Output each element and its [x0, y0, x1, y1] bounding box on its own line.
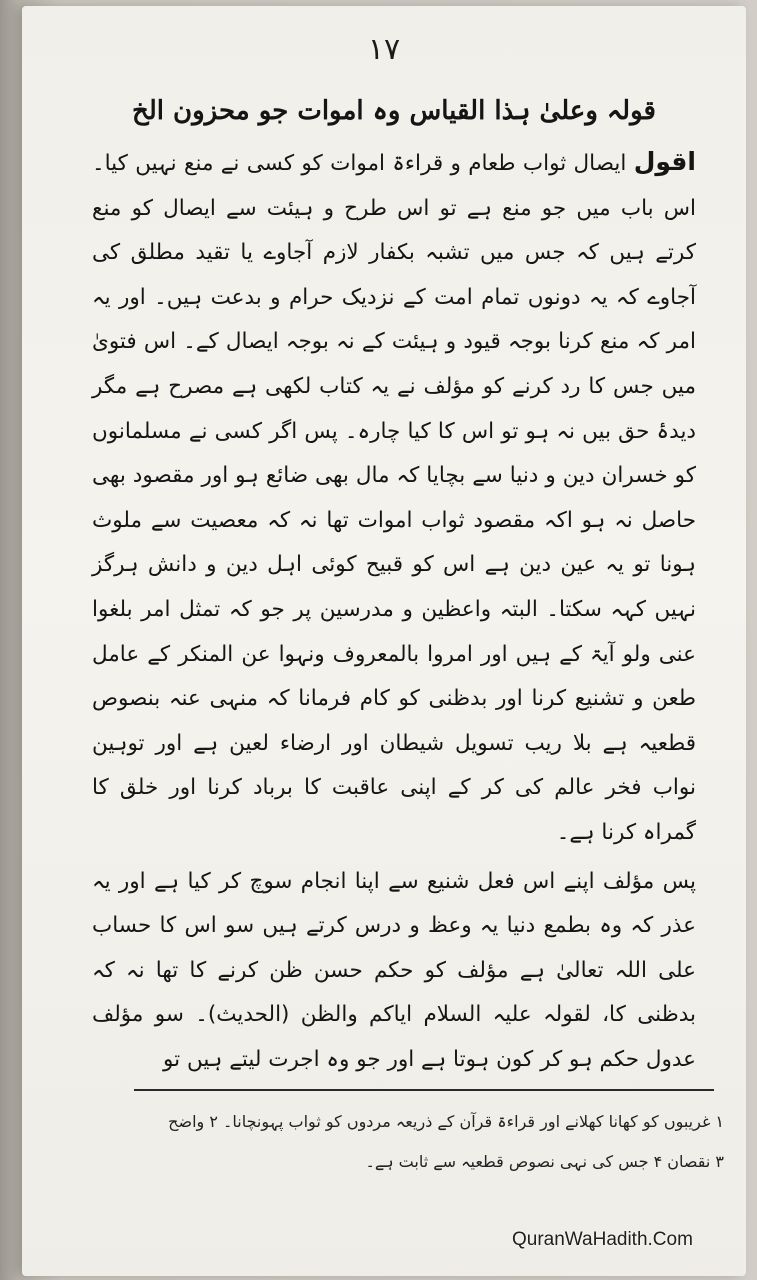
footnote-line-2: ۳ نقصان ۴ جس کی نہی نصوص قطعیہ سے ثابت ہے۔ — [365, 1152, 724, 1171]
footnote-divider — [134, 1089, 714, 1091]
section-heading: قولہ وعلیٰ ہذا القیاس وہ اموات جو محزون الخ — [132, 96, 656, 126]
footnotes — [132, 1102, 724, 1182]
paragraph-2-text: پس مؤلف اپنے اس فعل شنیع سے اپنا انجام سوچ کر کیا ہے اور یہ عذر کہ وہ بطمع دنیا یہ وعظ و درس کرتے ہیں سو اس کا حساب علی اللہ تعالیٰ ہے مؤلف کو حکم حسن ظن کرنے کا تھا نہ کہ بدظنی کا، لقولہ علیہ السلام ایاکم والظن (الحدیث)۔ سو مؤلف عدول حکم ہو کر کون ہوتا ہے اور جو وہ اجرت لیتے ہیں تو — [92, 868, 696, 1072]
paragraph-2 — [92, 860, 696, 1083]
paragraph-1 — [92, 140, 696, 856]
footnote-line-1: ۱ غریبوں کو کھانا کھلانے اور قراءۃ قرآن کے ذریعہ مردوں کو ثواب پہونچانا۔ ۲ واضح — [168, 1112, 724, 1131]
paragraph-1-text: ایصال ثواب طعام و قراءۃ اموات کو کسی نے منع نہیں کیا۔ اس باب میں جو منع ہے تو اس طرح و ہیئت سے ایصال کو منع کرتے ہیں کہ جس میں تشبہ بکفار لازم آجاوے یا تقید مطلق کی آجاوے کہ یہ دونوں تمام امت کے نزدیک حرام و بدعت ہیں۔ اور یہ امر کہ منع کرنا بوجہ قیود و ہیئت کے نہ بوجہ ایصال کے۔ اس فتویٰ میں جس کا رد کرنے کو مؤلف نے یہ کتاب لکھی ہے مصرح ہے مگر دیدۂ حق بیں نہ ہو تو اس کا کیا چارہ۔ پس اگر کسی نے مسلمانوں کو خسران دین و دنیا سے بچایا کہ مال بھی ضائع ہو اور مقصود بھی حاصل نہ ہو اکہ مقصود ثواب اموات تھا نہ کہ معصیت سے ملوث ہونا تو یہ عین دین ہے اس کو قبیح کوئی اہل دین و دانش ہرگز نہیں کہہ سکتا۔ البتہ واعظین و مدرسین پر جو کہ تمثل امر بلغوا عنی ولو آیۃ کے ہیں اور امروا بالمعروف ونہوا عن المنکر کے عامل طعن و تشنیع کرنا اور بدظنی کو کام فرمانا کہ منہی عنہ بنصوص قطعیہ ہے بلا ریب تسویل شیطان اور ارضاء لعین ہے اور توہین نواب فخر عالم کی کر کے اپنی عاقبت کا برباد کرنا اور خلق کا گمراہ کرنا ہے۔ — [92, 151, 696, 845]
page-content — [92, 84, 696, 1082]
book-page — [22, 6, 746, 1276]
page-number: ۱۷ — [367, 32, 401, 67]
site-watermark: QuranWaHadith.Com — [512, 1229, 693, 1250]
paragraph-lead-word: اقول — [633, 147, 696, 176]
